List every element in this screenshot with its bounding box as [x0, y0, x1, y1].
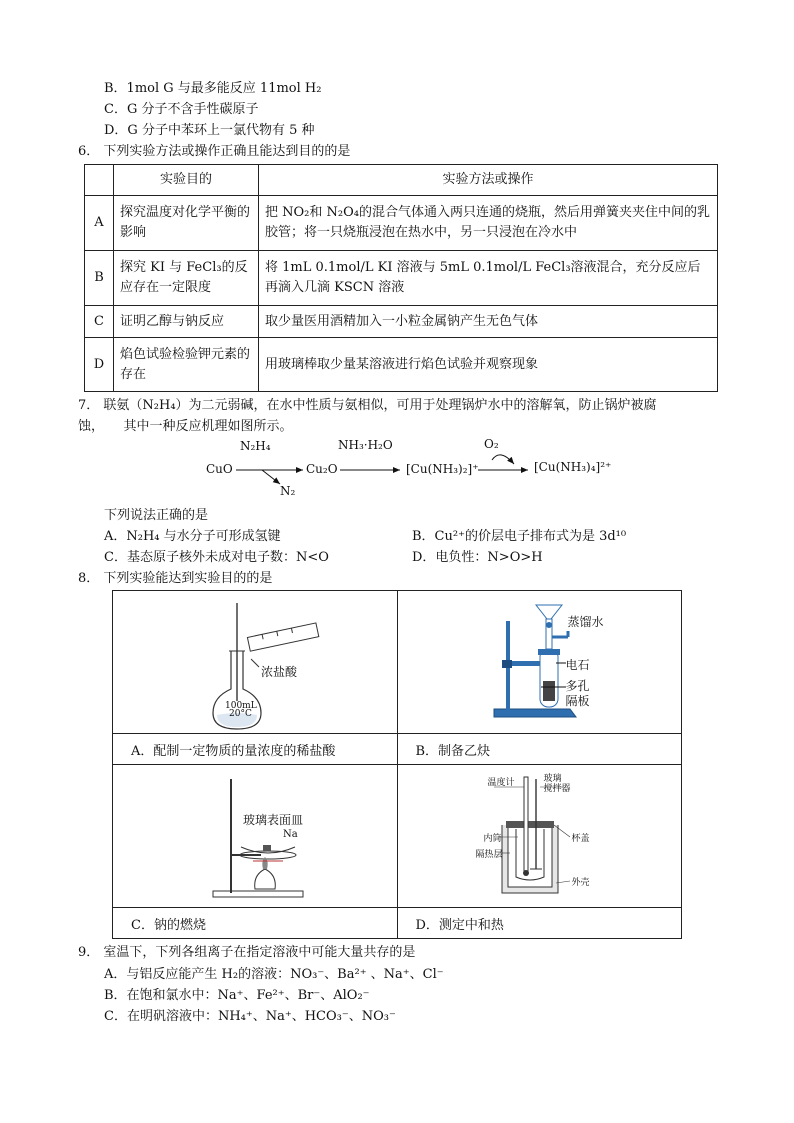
label-outer-shell: 外壳	[571, 878, 590, 888]
row-label: C	[85, 306, 114, 338]
q9-option-c: C．在明矾溶液中：NH₄⁺、Na⁺、HCO₃⁻、NO₃⁻	[104, 1009, 396, 1024]
row-method: 将 1mL 0.1mol/L KI 溶液与 5mL 0.1mol/L FeCl₃溶液混合，充分反应后再滴入几滴 KSCN 溶液	[259, 251, 718, 306]
table-header-cell: 实验方法或操作	[259, 165, 718, 196]
species-cuo: CuO	[206, 462, 233, 476]
row-method: 把 NO₂和 N₂O₄的混合气体通入两只连通的烧瓶，然后用弹簧夹夹住中间的乳胶管；将一只烧瓶浸泡在热水中，另一只浸泡在冷水中	[259, 196, 718, 251]
flask-temp-mark: 20°C	[229, 709, 252, 719]
apparatus-a-cell	[113, 591, 398, 734]
q5-option-b: B．1mol G 与最多能反应 11mol H₂	[104, 81, 322, 96]
row-label: B	[85, 251, 114, 306]
apparatus-b-cell	[397, 591, 682, 734]
apparatus-c-cell	[113, 765, 398, 908]
label-thermometer: 温度计	[487, 778, 515, 788]
calorimeter-icon	[398, 765, 666, 907]
row-purpose: 焰色试验检验钾元素的存在	[114, 338, 259, 392]
label-stirrer: 搅拌器	[543, 784, 571, 794]
acetylene-generator-icon	[398, 591, 666, 733]
q7-stem-line1: 7． 联氨（N₂H₄）为二元弱碱，在水中性质与氨相似，可用于处理锅炉水中的溶解氧，防止锅炉被腐	[78, 398, 657, 413]
species-cu2o: Cu₂O	[306, 462, 338, 476]
caption-d: D．测定中和热	[397, 908, 682, 939]
table-row	[113, 734, 682, 765]
table-row	[113, 591, 682, 734]
caption-b: B．制备乙炔	[397, 734, 682, 765]
q7-option-d: D．电负性：N>O>H	[412, 550, 543, 565]
caption-c: C．钠的燃烧	[113, 908, 398, 939]
reagent-nh3-h2o: NH₃·H₂O	[338, 438, 393, 452]
q9-option-b: B．在饱和氯水中：Na⁺、Fe²⁺、Br⁻、AlO₂⁻	[104, 988, 370, 1003]
table-header-cell: 实验目的	[114, 165, 259, 196]
label-insulation: 隔热层	[475, 850, 503, 860]
reagent-o2: O₂	[484, 437, 499, 451]
row-purpose: 证明乙醇与钠反应	[114, 306, 259, 338]
row-purpose: 探究温度对化学平衡的影响	[114, 196, 259, 251]
label-conc-hcl: 浓盐酸	[261, 665, 298, 679]
label-na: Na	[283, 829, 298, 840]
species-cu-nh3-2: [Cu(NH₃)₂]⁺	[406, 462, 479, 476]
label-porous: 多孔	[565, 679, 590, 693]
table-row	[113, 765, 682, 908]
arrow-o2-curve	[492, 455, 514, 464]
reaction-scheme	[200, 438, 620, 504]
table-row	[85, 306, 718, 338]
q7-stem-line2: 蚀， 其中一种反应机理如图所示。	[78, 419, 293, 434]
q7-option-b: B．Cu²⁺的价层电子排布式为是 3d¹⁰	[412, 529, 627, 544]
table-header-cell	[85, 165, 114, 196]
label-partition: 隔板	[565, 694, 590, 708]
label-distilled-water: 蒸馏水	[567, 615, 604, 629]
table-row	[85, 196, 718, 251]
table-header-row	[85, 165, 718, 196]
q9-option-a: A．与铝反应能产生 H₂的溶液：NO₃⁻、Ba²⁺ 、Na⁺、Cl⁻	[104, 967, 444, 982]
q6-table	[84, 164, 718, 392]
sodium-burning-setup-icon	[113, 765, 413, 907]
q8-table	[112, 590, 682, 939]
table-row	[113, 908, 682, 939]
apparatus-d-cell	[397, 765, 682, 908]
table-row	[85, 338, 718, 392]
q9-stem: 9． 室温下，下列各组离子在指定溶液中可能大量共存的是	[78, 945, 416, 960]
product-n2: N₂	[280, 484, 296, 498]
row-label: D	[85, 338, 114, 392]
row-method: 取少量医用酒精加入一小粒金属钠产生无色气体	[259, 306, 718, 338]
table-row	[85, 251, 718, 306]
label-inner-cup: 内筒	[483, 834, 502, 844]
species-cu-nh3-4: [Cu(NH₃)₄]²⁺	[534, 460, 612, 474]
label-glass: 玻璃	[543, 774, 562, 784]
q8-stem: 8． 下列实验能达到实验目的的是	[78, 571, 273, 586]
flask-volume-mark: 100mL	[225, 701, 257, 711]
q5-option-c: C．G 分子不含手性碳原子	[104, 102, 259, 117]
arrow-n2-release	[262, 470, 280, 484]
row-method: 用玻璃棒取少量某溶液进行焰色试验并观察现象	[259, 338, 718, 392]
q7-question: 下列说法正确的是	[104, 508, 209, 523]
caption-a: A．配制一定物质的量浓度的稀盐酸	[113, 734, 398, 765]
label-calcium-carbide: 电石	[565, 658, 590, 672]
reagent-n2h4: N₂H₄	[240, 439, 271, 453]
q6-stem: 6． 下列实验方法或操作正确且能达到目的的是	[78, 144, 351, 159]
label-watch-glass: 玻璃表面皿	[243, 813, 304, 827]
q7-option-a: A．N₂H₄ 与水分子可形成氢键	[104, 529, 281, 544]
volumetric-flask-icon	[113, 591, 413, 733]
label-lid: 杯盖	[571, 834, 590, 844]
row-purpose: 探究 KI 与 FeCl₃的反应存在一定限度	[114, 251, 259, 306]
row-label: A	[85, 196, 114, 251]
q5-option-d: D．G 分子中苯环上一氯代物有 5 种	[104, 123, 315, 138]
q7-option-c: C．基态原子核外未成对电子数：N<O	[104, 550, 329, 565]
